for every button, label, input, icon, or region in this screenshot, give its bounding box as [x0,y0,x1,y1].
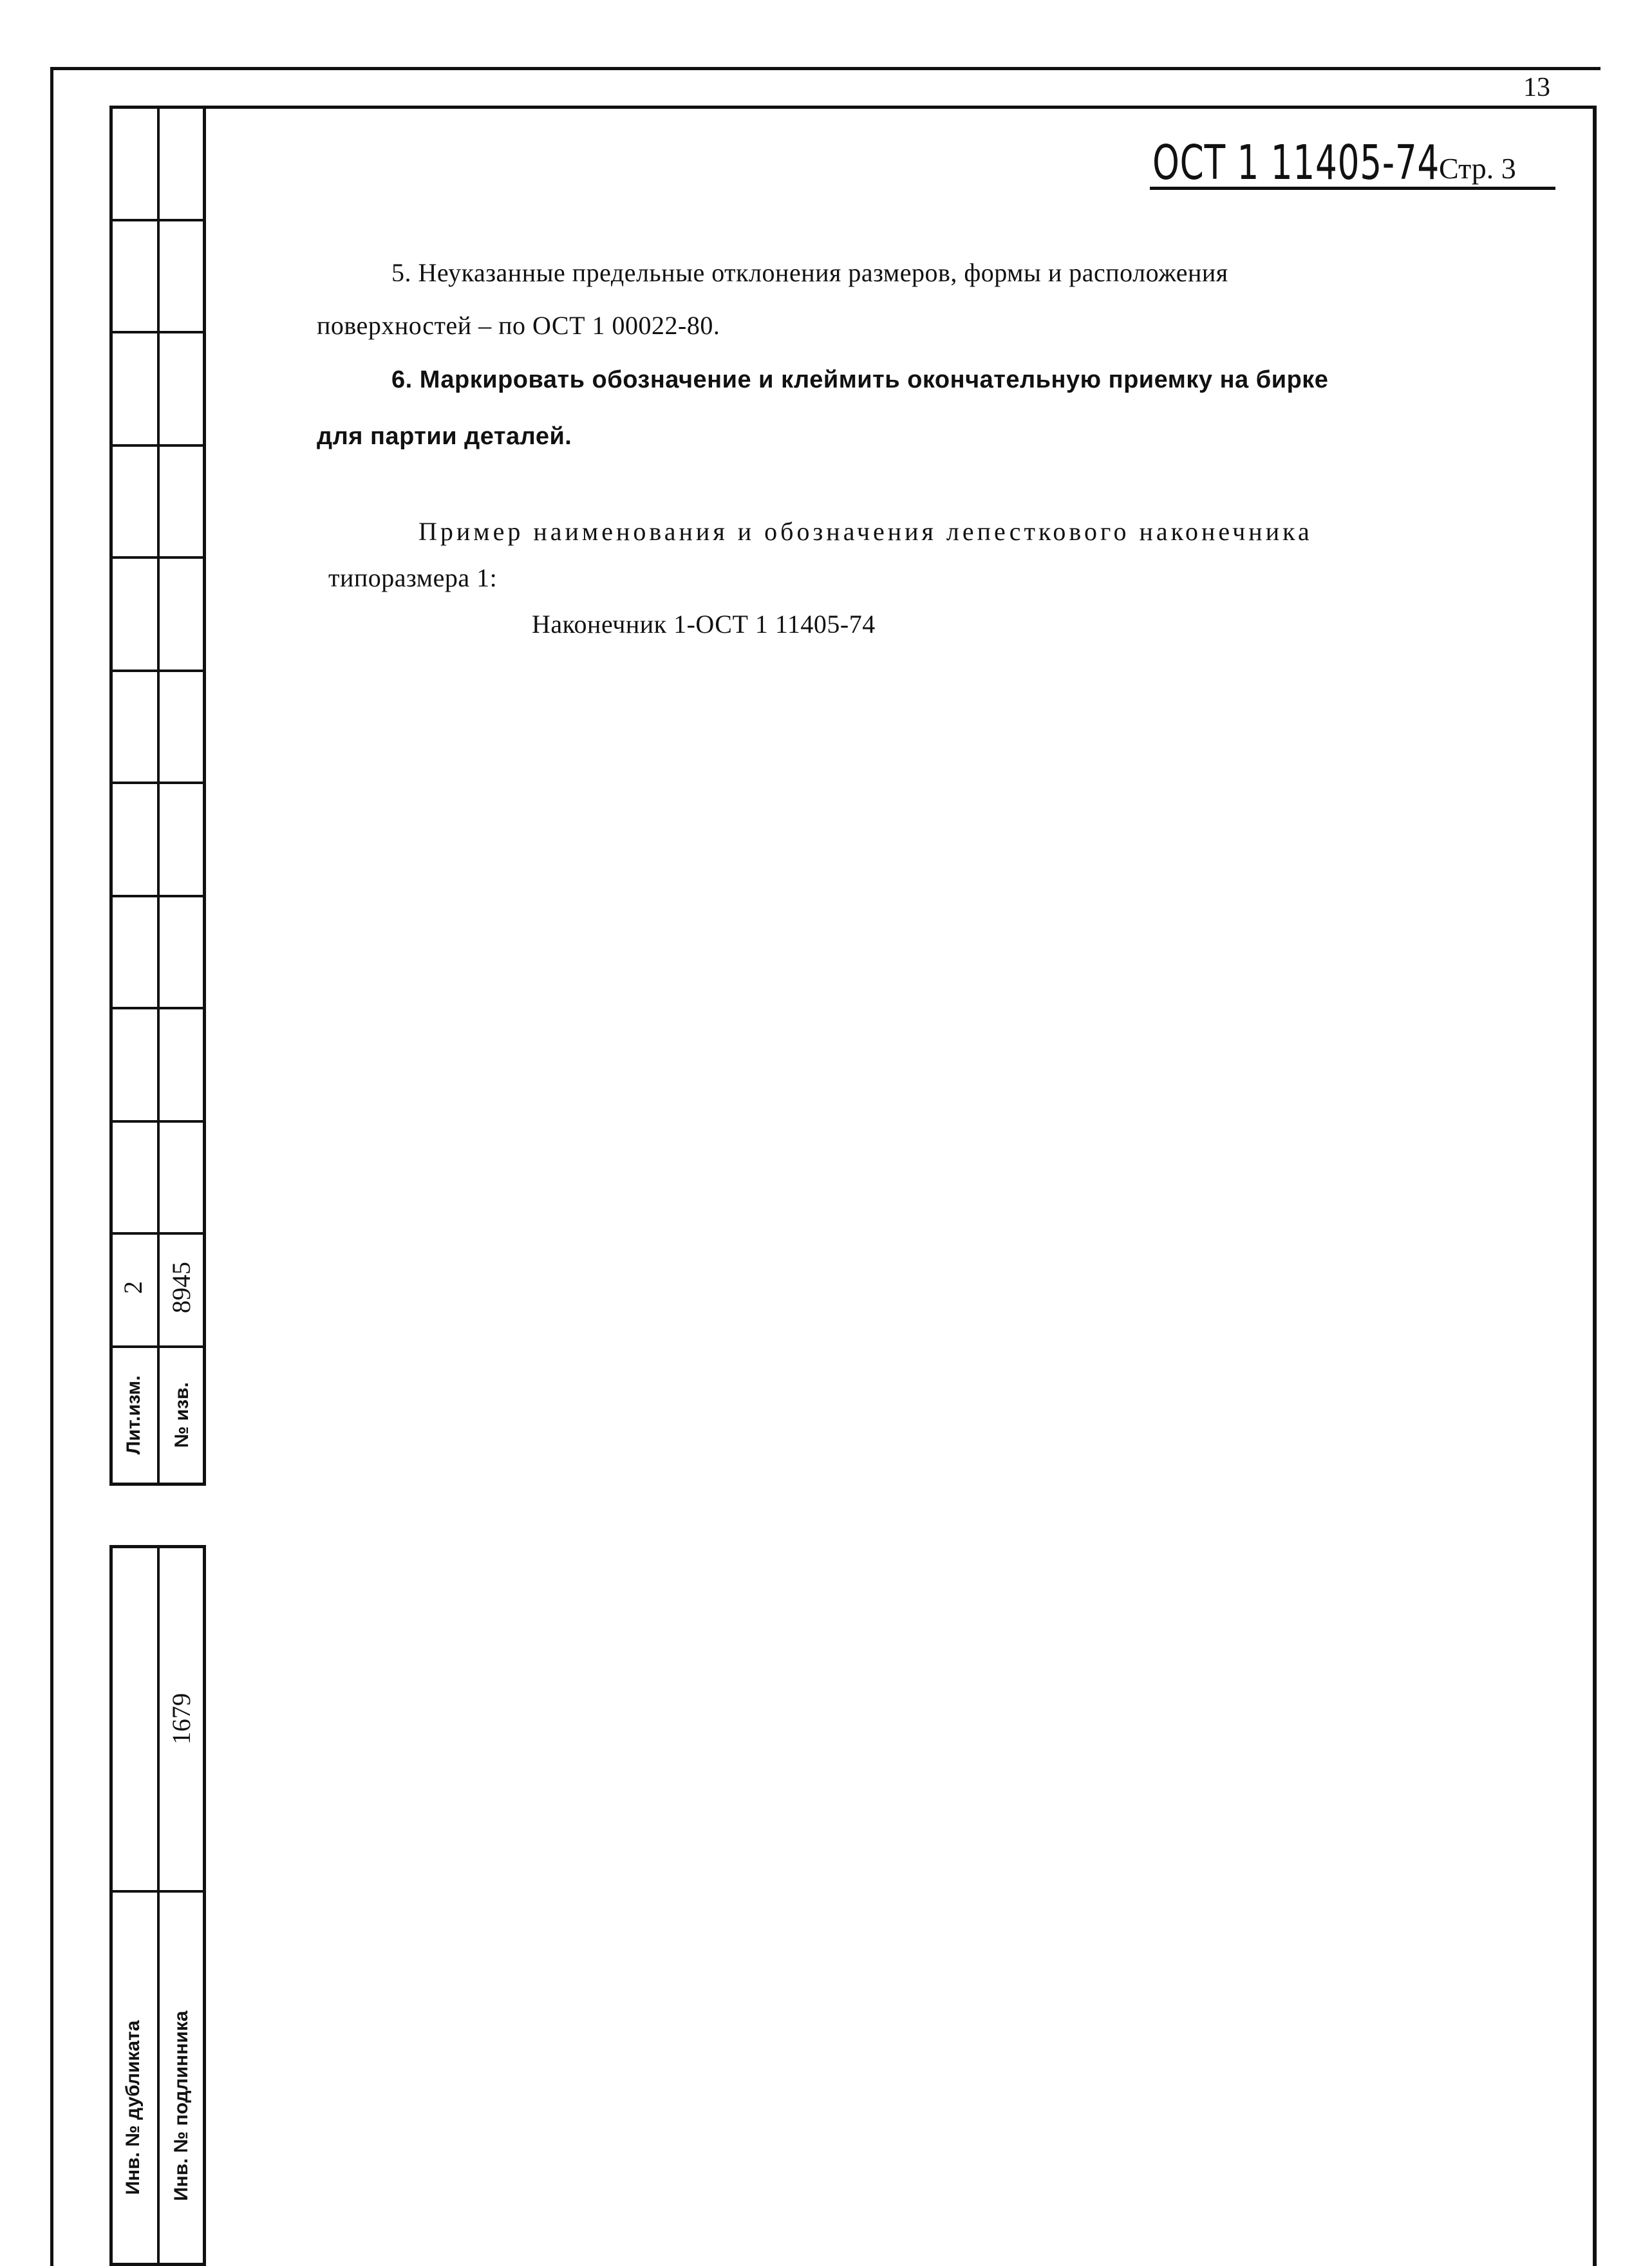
revision-stamp-row [109,1007,206,1009]
revision-stamp-row [109,331,206,333]
document-header [1152,135,1552,191]
revision-stamp-row [109,1345,206,1348]
item-5-line-2: поверхностей – по ОСТ 1 00022-80. [317,311,720,340]
revision-stamp-row [109,670,206,672]
revision-stamp-row [109,1232,206,1235]
revision-stamp-row [109,1120,206,1123]
header-underline [1150,187,1555,190]
frame-inner-top-border [109,106,1597,109]
inventory-stamp-divider [157,1545,160,2266]
stamp-inv-dublikata-label: Инв. № дубликата [122,2020,144,2195]
revision-stamp-divider [157,106,160,1486]
example-line-2: типоразмера 1: [328,563,498,592]
revision-stamp-row [109,556,206,559]
example-line-1: Пример наименования и обозначения лепесткового наконечника [418,517,1313,546]
stamp-inv-podlinnika-value: 1679 [167,1693,196,1745]
stamp-lit-izm-value: 2 [118,1281,147,1294]
page-number: 13 [1523,73,1550,102]
revision-stamp-row [109,219,206,221]
revision-stamp-row [109,895,206,897]
frame-right-border [1593,107,1597,2266]
stamp-no-izv-label: № изв. [171,1382,192,1448]
document-page-label: Стр. 3 [1439,152,1516,185]
item-6-line-2: для партии деталей. [317,423,572,450]
stamp-inv-podlinnika-label: Инв. № подлинника [171,2010,192,2201]
revision-stamp-row [109,782,206,784]
revision-stamp-row [109,444,206,447]
frame-top-border [50,67,1600,70]
stamp-no-izv-value: 8945 [167,1262,196,1313]
document-code: ОСТ 1 11405-74 [1152,135,1440,191]
item-5-line-1: 5. Неуказанные предельные отклонения размеров, формы и расположения [391,258,1228,287]
example-designation: Наконечник 1-ОСТ 1 11405-74 [532,610,876,639]
stamp-lit-izm-label: Лит.изм. [123,1375,144,1455]
item-6-line-1: 6. Маркировать обозначение и клеймить окончательную приемку на бирке [391,366,1329,393]
inventory-stamp-row [109,1890,206,1893]
frame-left-border [50,67,53,2266]
